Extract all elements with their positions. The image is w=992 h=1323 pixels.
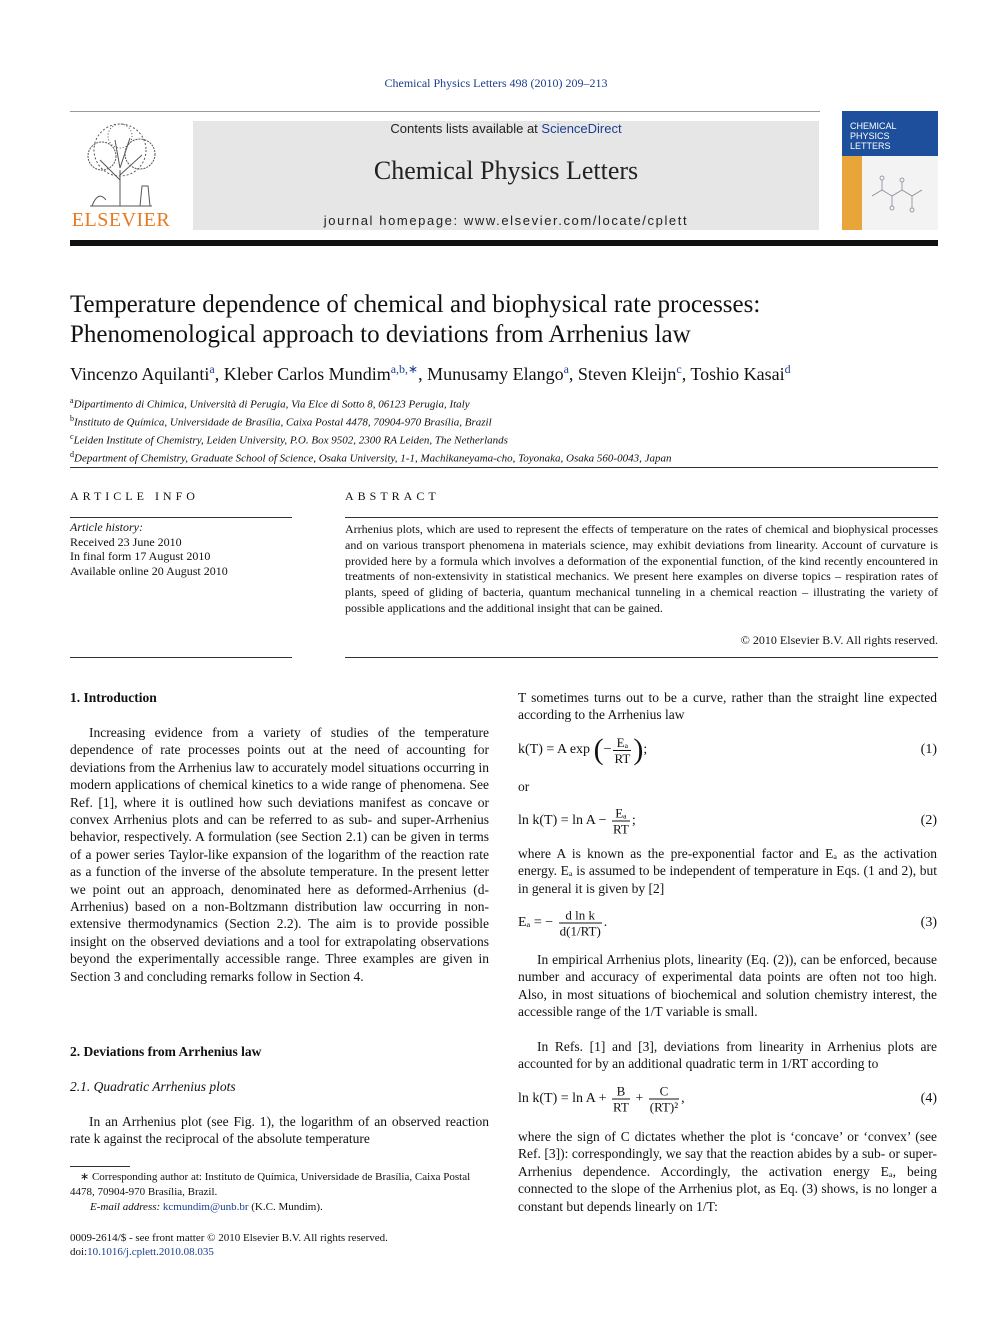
eq3-number: (3) [920,915,937,930]
author-affil-sup[interactable]: d [784,362,791,376]
email-link[interactable]: kcmundim@unb.br [162,1201,249,1213]
eq2-number: (2) [920,813,937,828]
cover-title-line: CHEMICAL [850,121,897,131]
final-form-date: In final form 17 August 2010 [70,549,211,564]
doi-link[interactable]: 10.1016/j.cplett.2010.08.035 [87,1246,214,1258]
doi-label: doi: [70,1246,88,1258]
subsection-heading-quadratic: 2.1. Quadratic Arrhenius plots [70,1079,236,1094]
affiliation-text: Instituto de Química, Universidade de Brasília, Caixa Postal 4478, 70904-970 Brasília, Brazil [74,416,492,429]
author-affil-sup[interactable]: a [209,362,215,376]
author-affil-sup[interactable]: a [563,362,569,376]
title-line: Phenomenological approach to deviations from Arrhenius law [70,321,691,348]
author-sep: , [214,364,224,384]
eq2-lhs: ln k(T) = ln A − [518,813,607,829]
journal-homepage[interactable]: journal homepage: www.elsevier.com/locate/cplett [323,213,689,228]
cover-graphic [862,156,938,230]
frac-denominator: RT [613,821,629,837]
corresponding-text: Corresponding author at: Instituto de Química, Universidade de Brasília, Caixa Postal 4478, 70904-970 Brasília, Brazil. [70,1171,471,1198]
email-label: E-mail address: [90,1201,161,1213]
footnote-rule [70,1166,130,1167]
article-title [70,290,938,350]
abstract-copyright: © 2010 Elsevier B.V. All rights reserved. [740,633,938,647]
equation-3: Eₐ = − $\frac{\text{d ln k}}{d(1/RT)}$ . (3) [518,907,937,939]
contents-prefix: Contents lists available at [390,121,542,136]
right-paragraph-3: In empirical Arrhenius plots, linearity (Eq. (2)), can be enforced, because number and accuracy of experimental data points are often not too high. Also, in most situations of biochemical and solution chemistry interest, the accessible range of the 1/T variable is small. [518,952,937,1020]
doi-line [70,1245,489,1259]
author-name: Vincenzo Aquilanti [70,364,210,384]
abstract-rule [345,517,938,518]
footnote-star: ∗ [80,1171,90,1183]
right-paragraph-5: where the sign of C dictates whether the plot is ‘concave’ or ‘convex’ (see Ref. [3]): correspondingly, we say that the reaction abides by a sub- or super-Arrhenius dependence. Accordingly, the activation energy Eₐ, being connected to the slope of the Arrhenius plot, as Eq. (3) shows, is no longer a constant but depends linearly on 1/T: [518,1129,937,1214]
right-paragraph-2: where A is known as the pre-exponential factor and Eₐ as the activation energy. Eₐ is assumed to be independent of temperature in Eqs. (1 and 2), but in general it is given by [2] [518,846,937,896]
frac-denominator: d(1/RT) [559,923,601,939]
history-label: Article history: [70,520,143,534]
footnote [70,1170,489,1215]
journal-cover [842,111,938,230]
issn-doi [70,1231,489,1259]
abstract-rule [345,657,938,658]
affiliation-sup: c [70,432,74,442]
frac-numerator: Eₐ [613,735,631,751]
frac-numerator: Eₐ [612,806,630,822]
affiliations [70,394,938,467]
frac-denominator: RT [614,750,631,766]
author-affil-sup[interactable]: c [676,362,682,376]
equation-1: k(T) = A exp (− $\frac{\text{Eₐ}}{RT}$ ); (1) [518,733,937,766]
author-list [70,362,938,385]
author-name: Kleber Carlos Mundim [223,364,391,384]
intro-paragraph: Increasing evidence from a variety of studies of the temperature dependence of rate processes points out at the need of accounting for deviations from the Arrhenius law to accurately model situations occurring in modern applications of chemical kinetics to a wide range of phenomena. See Ref. [1], where it is outlined how such deviations manifest as concave or convex Arrhenius plots and can be referred to as sub- and super-Arrhenius behavior, respectively. A formulation (see Section 2.1) can be given in terms of a power series Taylor-like expansion of the logarithm of the reaction rate as a function of the inverse of the absolute temperature. In the present letter we point out an approach, denominated here as deformed-Arrhenius (d-Arrhenius) based on a non-Boltzmann distribution law occurring in non-extensive thermodynamics (Section 2.2). The aim is to provide possible insight on the observed deviations and a tool for extrapolating observations beyond the experimentally accessible range. Three examples are given in Section 3 and concluding remarks follow in Section 4. [70,725,489,984]
frac-numerator: C [649,1084,679,1100]
header-thick-rule [70,240,938,246]
section-rule [70,467,938,468]
author-sep: , [418,364,428,384]
eq1-number: (1) [920,742,937,757]
affiliation [70,394,938,412]
article-history [70,520,292,578]
eq4-lhs: ln k(T) = ln A + [518,1091,607,1107]
affiliation [70,430,938,448]
journal-header-box [193,121,819,230]
eq1-lhs: k(T) = A exp [518,742,591,758]
journal-title: Chemical Physics Letters [373,156,639,185]
email-suffix: (K.C. Mundim). [251,1201,323,1213]
article-info-rule [70,517,292,518]
affiliation-text: Dipartimento di Chimica, Università di Perugia, Via Elce di Sotto 8, 06123 Perugia, Italy [73,398,470,411]
affiliation-text: Leiden Institute of Chemistry, Leiden University, P.O. Box 9502, 2300 RA Leiden, The Netherlands [73,434,508,447]
author-sep: , [681,364,691,384]
elsevier-tree-icon [70,120,172,208]
frac-numerator: d ln k [559,908,602,924]
eq4-number: (4) [920,1091,937,1106]
affiliation-text: Department of Chemistry, Graduate School of Science, Osaka University, 1-1, Machikaneyama-cho, Toyonaka, Osaka 560-0043, Japan [74,453,672,466]
header-rule [70,111,820,112]
cover-title-line: PHYSICS [850,131,890,141]
corresponding-author-note [70,1170,489,1200]
journal-reference[interactable]: Chemical Physics Letters 498 (2010) 209–213 [384,76,608,90]
quadratic-paragraph: In an Arrhenius plot (see Fig. 1), the logarithm of an observed reaction rate k against the reciprocal of the absolute temperature [70,1114,489,1147]
received-date: Received 23 June 2010 [70,534,182,549]
article-info-rule [70,657,292,658]
abstract-text: Arrhenius plots, which are used to represent the effects of temperature on the rates of chemical and biophysical processes and on various transport phenomena in materials science, may exhibit deviations from linearity. Account of curvature is provided here by a formula which involves a deformation of the exponential function, of the kind recently encountered in treatments of non-extensivity in statistical mechanics. We present here examples on diverse topics – respiration rates of plants, speed of gliding of bacteria, quantum mechanical tunneling in a chemical reaction – illustrating the variety of possible applications and the additional insight that can be gained. [345,522,938,615]
right-paragraph-4: In Refs. [1] and [3], deviations from linearity in Arrhenius plots are accounted for by an additional quadratic term in 1/RT according to [518,1039,937,1072]
author-name: Steven Kleijn [577,364,677,384]
cover-title-line: LETTERS [850,141,891,151]
affiliation [70,412,938,430]
sciencedirect-link[interactable]: ScienceDirect [541,121,622,136]
frac-denominator: RT [613,1099,629,1115]
section-heading-introduction: 1. Introduction [70,690,157,705]
cover-stripe [842,156,862,230]
frac-denominator: (RT)² [649,1099,679,1115]
author-name: Munusamy Elango [427,364,564,384]
affiliation [70,448,938,466]
issn-line: 0009-2614/$ - see front matter © 2010 Elsevier B.V. All rights reserved. [70,1232,388,1244]
author-affil-sup[interactable]: a,b,∗ [390,362,419,376]
contents-line [193,121,819,136]
elsevier-logo [70,120,172,232]
author-name: Toshio Kasai [690,364,785,384]
email-line [70,1200,489,1215]
abstract-label: ABSTRACT [345,489,440,503]
cover-title [850,121,938,151]
elsevier-wordmark: ELSEVIER [71,209,171,231]
section-heading-deviations: 2. Deviations from Arrhenius law [70,1044,262,1059]
or-text: or [518,779,530,794]
title-line: Temperature dependence of chemical and biophysical rate processes: [70,291,761,318]
affiliation-sup: b [70,414,74,424]
equation-4: ln k(T) = ln A + $\frac{B}{RT}$ + $\frac{C}{\text{(RT)²}}$ , (4) [518,1083,937,1115]
frac-numerator: B [612,1084,630,1100]
eq3-lhs: Eₐ = − [518,915,554,931]
article-info-label: ARTICLE INFO [70,489,199,503]
author-sep: , [568,364,578,384]
equation-2: ln k(T) = ln A − $\frac{\text{Eₐ}}{RT}$ ; (2) [518,805,937,837]
online-date: Available online 20 August 2010 [70,563,228,578]
affiliation-sup: a [70,396,74,405]
molecule-icon [862,156,938,230]
affiliation-sup: d [70,450,74,460]
right-paragraph-1: T sometimes turns out to be a curve, rather than the straight line expected according to the Arrhenius law [518,690,937,723]
